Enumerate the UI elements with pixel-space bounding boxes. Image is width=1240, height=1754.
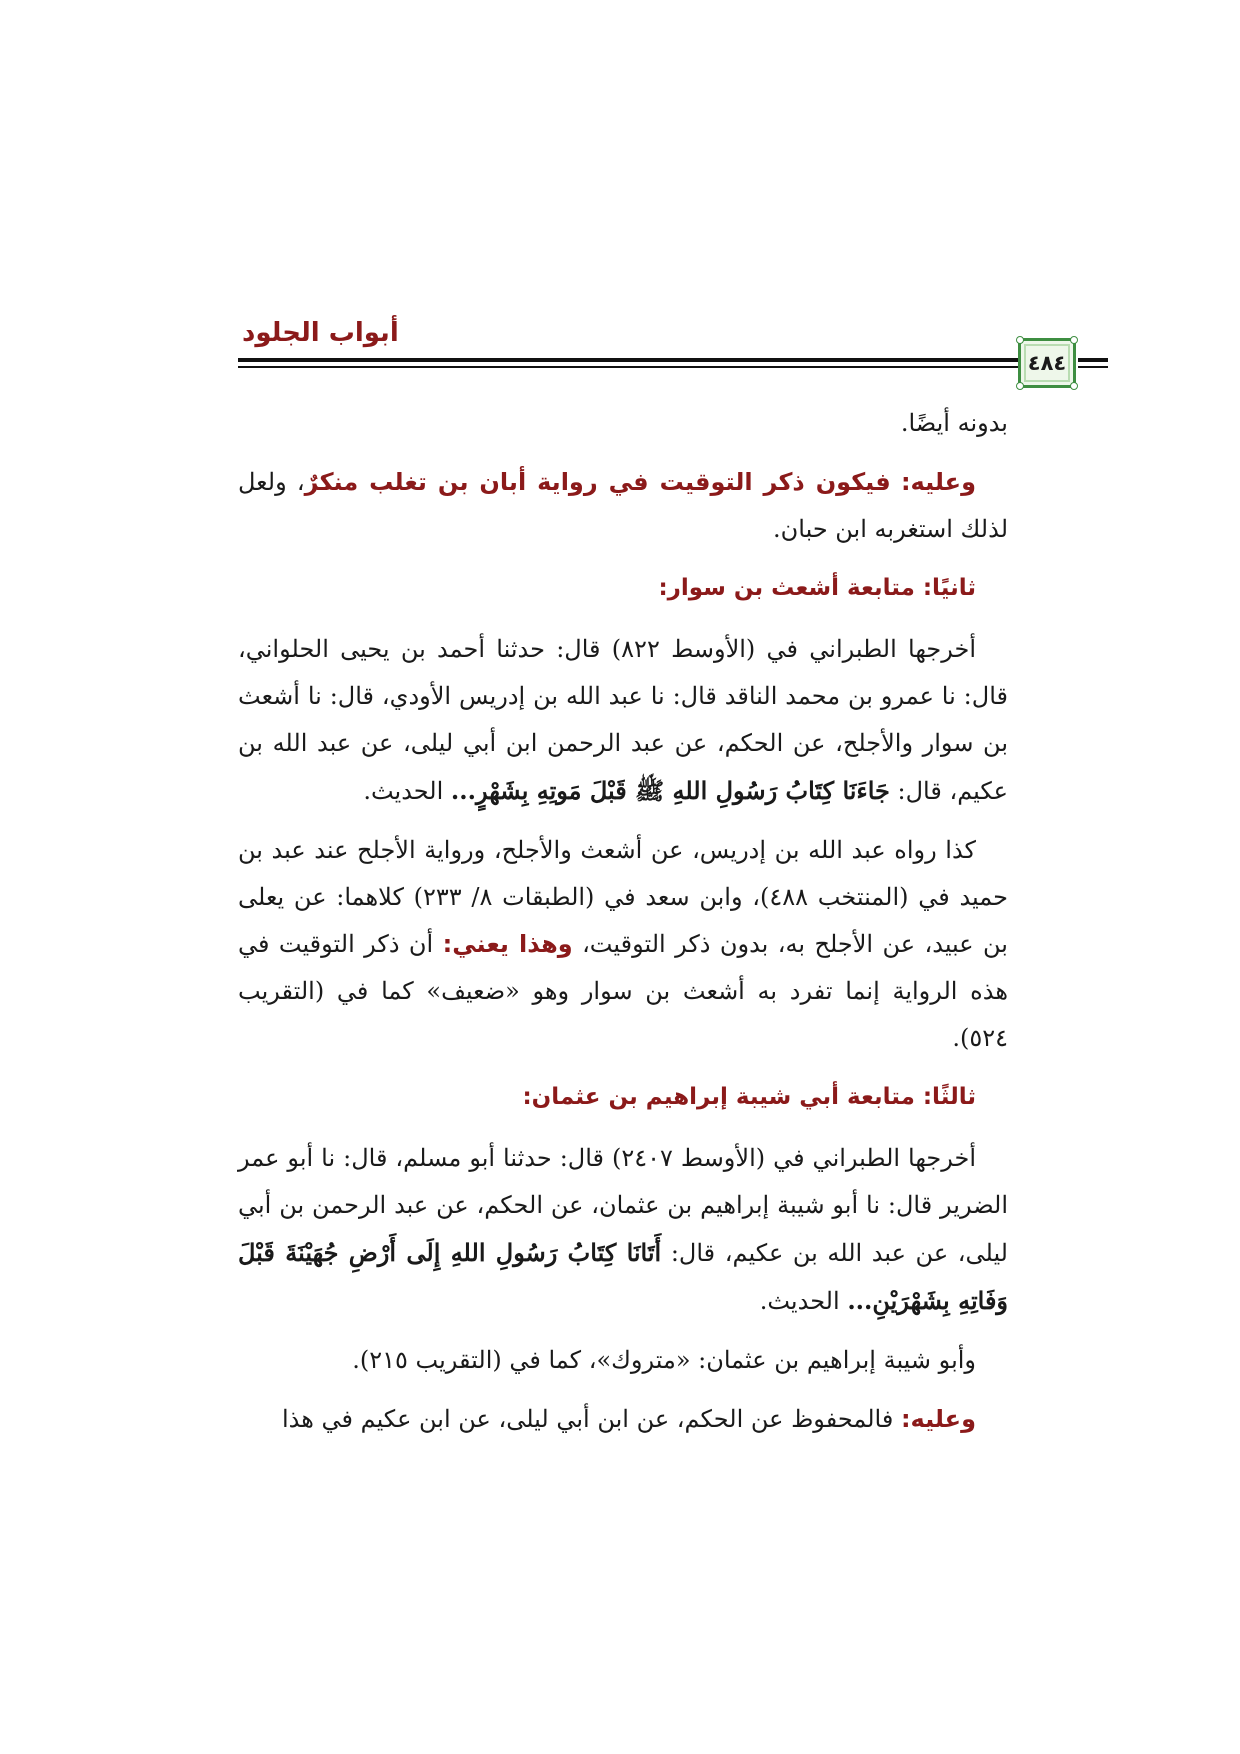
ornament-icon — [1070, 336, 1078, 344]
page-number-badge — [1018, 338, 1076, 388]
emphasis-label: وعليه: — [900, 1405, 976, 1433]
paragraph — [238, 1396, 1008, 1443]
ornament-icon — [1016, 336, 1024, 344]
paragraph-text: الحديث. — [363, 777, 444, 805]
paragraph-text: بدونه أيضًا. — [900, 409, 1008, 437]
paragraph — [238, 459, 1008, 553]
emphasis-label: وعليه: — [900, 468, 976, 496]
paragraph — [238, 1337, 1008, 1384]
body-text — [238, 400, 1008, 1455]
section-heading: ثالثًا: متابعة أبي شيبة إبراهيم بن عثمان: — [522, 1084, 976, 1110]
paragraph-text: أخرجها الطبراني في (الأوسط ٢٤٠٧) قال: حدثنا أبو مسلم، قال: نا أبو عمر الضرير قال: نا أبو شيبة إبراهيم بن عثمان، عن الحكم، عن عبد الرحمن بن أبي ليلى، عن عبد الله بن عكيم، قال: — [238, 1144, 1008, 1267]
emphasis-text: فيكون ذكر التوقيت في رواية أبان بن تغلب منكرٌ — [304, 468, 891, 496]
paragraph — [238, 1135, 1008, 1325]
hadith-quote: جَاءَنَا كِتَابُ رَسُولِ اللهِ ﷺ قَبْلَ مَوتِهِ بِشَهْرٍ... — [450, 776, 890, 805]
hadith-quote: أَتَانَا كِتَابُ رَسُولِ اللهِ إِلَى أَرْضِ جُهَيْنَةَ قَبْلَ وَفَاتِهِ بِشَهْرَيْنِ... — [238, 1238, 1008, 1315]
paragraph-text: كذا رواه عبد الله بن إدريس، عن أشعث والأجلح، ورواية الأجلح عند عبد بن حميد في (المنتخب ٤٨٨)، وابن سعد في (الطبقات ٨/ ٢٣٣) كلاهما: عن يعلى بن عبيد، عن الأجلح به، بدون ذكر التوقيت، — [238, 836, 1008, 958]
header-rule-stub-thin — [1078, 366, 1108, 368]
paragraph-text: وأبو شيبة إبراهيم بن عثمان: «متروك»، كما في (التقريب ٢١٥). — [352, 1346, 976, 1374]
paragraph-text: ، ولعل لذلك استغربه ابن حبان. — [238, 468, 1008, 543]
paragraph-text: أن ذكر التوقيت في هذه الرواية إنما تفرد به أشعث بن سوار وهو «ضعيف» كما في (التقريب ٥٢٤). — [238, 930, 1008, 1052]
header-rule-thick — [238, 358, 1018, 362]
header-rule-stub-thick — [1078, 358, 1108, 362]
paragraph-text: الحديث. — [759, 1287, 840, 1315]
ornament-icon — [1070, 382, 1078, 390]
section-heading: ثانيًا: متابعة أشعث بن سوار: — [658, 575, 976, 601]
paragraph-text: أخرجها الطبراني في (الأوسط ٨٢٢) قال: حدثنا أحمد بن يحيى الحلواني، قال: نا عمرو بن محمد الناقد قال: نا عبد الله بن إدريس الأودي، قال: نا أشعث بن سوار والأجلح، عن الحكم، عن عبد الرحمن ابن أبي ليلى، عن عبد الله بن عكيم، قال: — [238, 635, 1008, 805]
ornament-icon — [1016, 382, 1024, 390]
running-title: أبواب الجلود — [242, 318, 399, 348]
page-number: ٤٨٤ — [1027, 351, 1067, 375]
paragraph-text: فالمحفوظ عن الحكم، عن ابن أبي ليلى، عن ابن عكيم في هذا — [281, 1405, 894, 1433]
paragraph — [238, 400, 1008, 447]
paragraph — [238, 626, 1008, 815]
paragraph — [238, 827, 1008, 1062]
header-rule-thin — [238, 366, 1018, 368]
emphasis-label: وهذا يعني: — [442, 930, 573, 958]
